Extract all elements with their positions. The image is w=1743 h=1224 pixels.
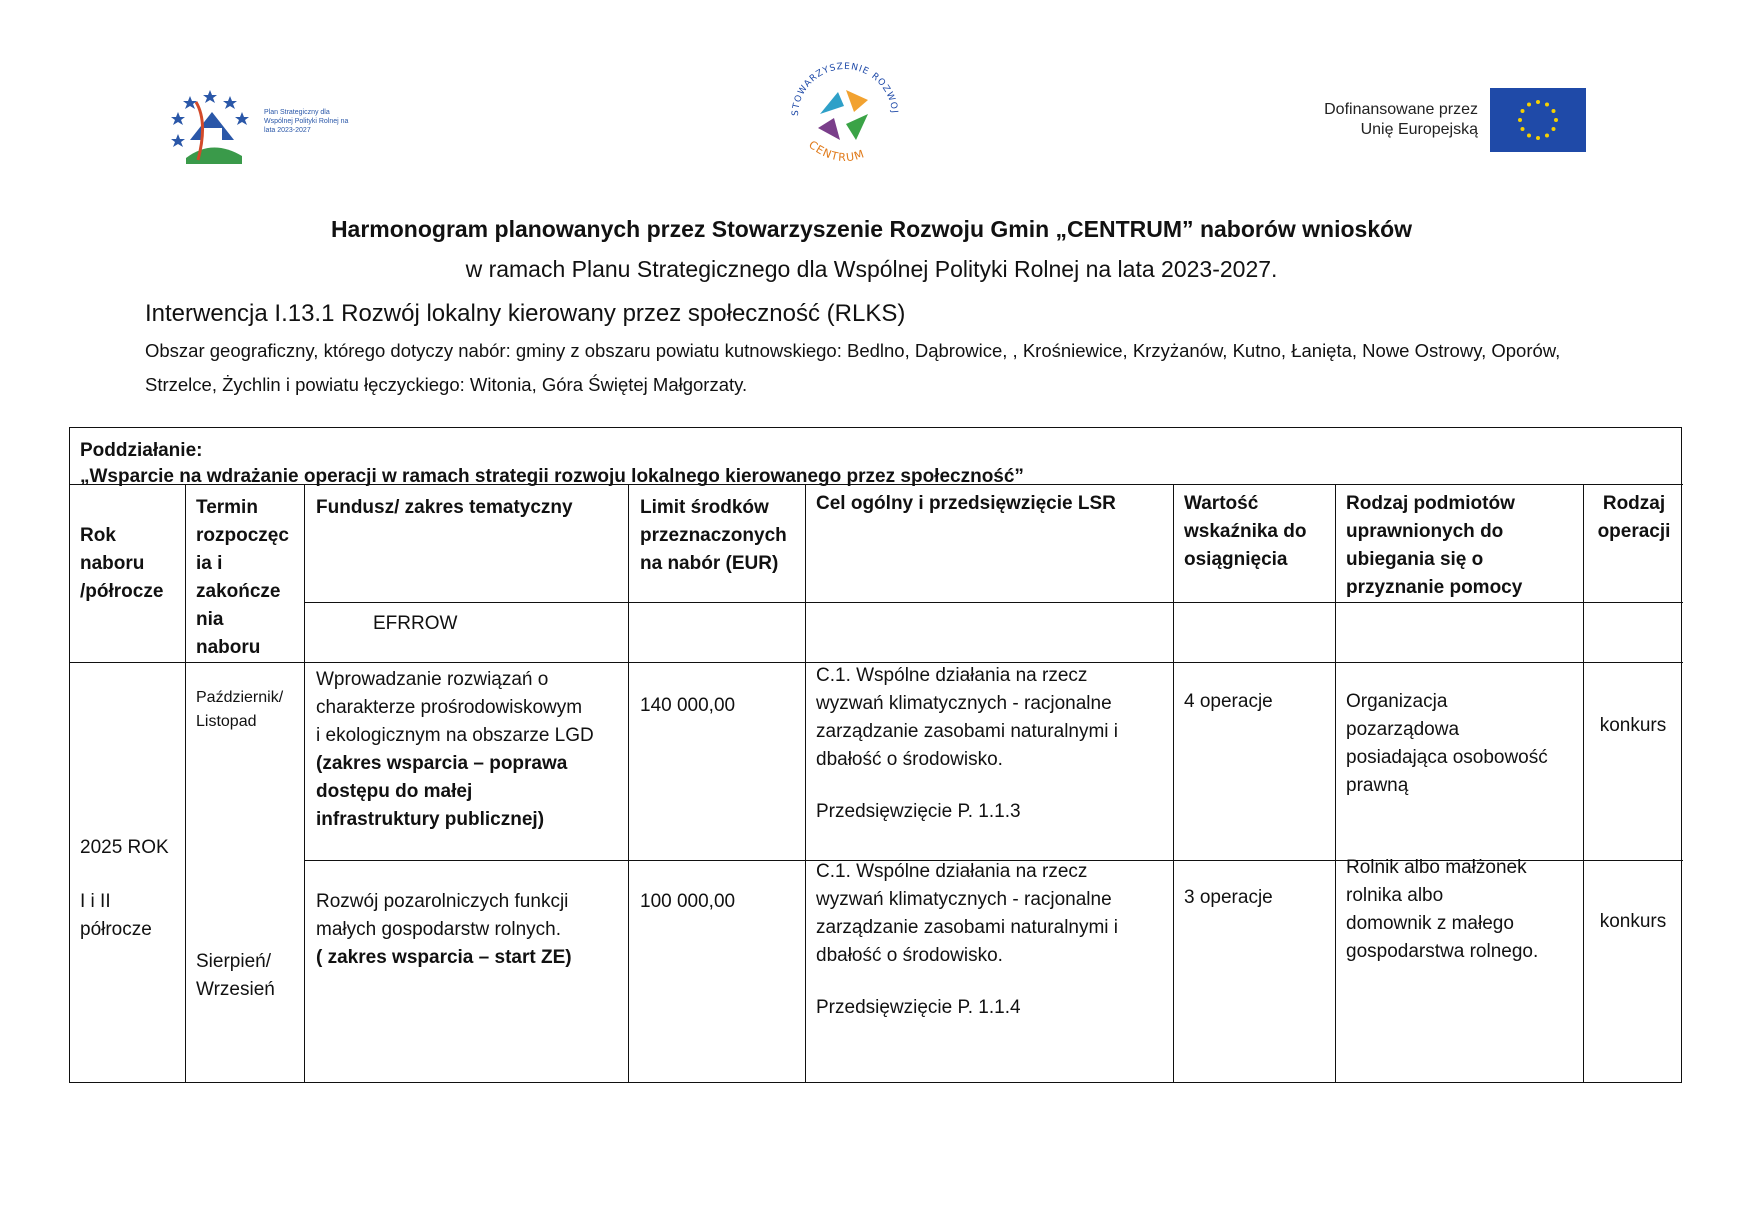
geographic-area: Obszar geograficzny, którego dotyczy nabór: gminy z obszaru powiatu kutnowskiego: Bedlno, Dąbrowice, , Krośniewice, Krzyżanów, Kutno, Łanięta, Nowe Ostrowy, Oporów, Strzelce, Żychlin i powiatu łęczyckiego: Witonia, Góra Świętej Małgorzaty. [145,340,1561,395]
psp-logo [168,82,348,172]
eu-flag [1490,88,1586,152]
row2-entities: Rolnik albo małżonek rolnika albo domownik z małego gospodarstwa rolnego. [1346,857,1539,962]
svg-text:CENTRUM: CENTRUM [806,138,867,165]
centrum-logo-icon [780,54,910,174]
row2-limit: 100 000,00 [640,891,736,912]
psp-logo-icon [168,82,258,172]
row2-indicator: 3 operacje [1184,887,1273,908]
col-divider-1 [185,484,186,1082]
row2-scope [316,888,626,972]
col-divider-6 [1335,484,1336,1082]
svg-text:STOWARZYSZENIE ROZWOJU GMIN: STOWARZYSZENIE ROZWOJ [790,61,899,117]
header-operation: Rodzaj operacji [1597,493,1671,542]
row1-project: Przedsięwzięcie P. 1.1.3 [816,801,1021,822]
col-divider-5 [1173,484,1174,1082]
subaction-label: Poddziałanie: [80,440,203,461]
header-term: Termin rozpoczęc ia i zakończe nia naboru [196,497,289,658]
document-subtitle: w ramach Planu Strategicznego dla Wspólnej Polityki Rolnej na lata 2023-2027. [465,256,1278,282]
row1-limit: 140 000,00 [640,695,736,716]
row1-scope [316,666,626,834]
row2-term: Sierpień/ Wrzesień [196,951,275,1000]
document-title: Harmonogram planowanych przez Stowarzyszenie Rozwoju Gmin „CENTRUM” naborów wniosków [330,216,1413,242]
cofinance-line2: Unię Europejską [1360,121,1478,138]
intervention-title: Interwencja I.13.1 Rozwój lokalny kierowany przez społeczność (RLKS) [145,300,906,327]
row1-operation: konkurs [1599,715,1667,736]
header-goal: Cel ogólny i przedsięwzięcie LSR [816,493,1116,514]
header-fund: Fundusz/ zakres tematyczny [316,497,573,518]
subaction-name: „Wsparcie na wdrażanie operacji w ramach strategii rozwoju lokalnego kierowanego przez społeczność” [80,466,1024,487]
eu-flag-icon [1490,88,1586,152]
subaction-block [80,438,1670,490]
header-indicator: Wartość wskaźnika do osiągnięcia [1184,493,1307,570]
col-divider-3 [628,484,629,1082]
col-divider-2 [304,484,305,1082]
row1-entities: Organizacja pozarządowa posiadająca osobowość prawną [1346,691,1548,796]
row2-scope-text: Rozwój pozarolniczych funkcji małych gospodarstw rolnych. [316,891,569,940]
cofinance-line1: Dofinansowane przez [1324,101,1478,118]
row1-indicator: 4 operacje [1184,691,1273,712]
row1-goal: C.1. Wspólne działania na rzecz wyzwań klimatycznych - racjonalne zarządzanie zasobami naturalnymi i dbałość o środowisko. [816,665,1119,770]
row2-project: Przedsięwzięcie P. 1.1.4 [816,997,1021,1018]
row1-term: Październik/ Listopad [196,689,284,730]
col-divider-7 [1583,484,1584,1082]
header-year: Rok naboru /półrocze [80,525,164,602]
year-value: 2025 ROK [80,837,169,858]
half-value: I i II półrocze [80,891,152,940]
header-entities: Rodzaj podmiotów uprawnionych do ubiegania się o przyznanie pomocy [1346,493,1523,598]
row1-scope-text: Wprowadzanie rozwiązań o charakterze prośrodowiskowym i ekologicznym na obszarze LGD [316,669,594,746]
psp-logo-caption: Plan Strategiczny dla Wspólnej Polityki Rolnej na lata 2023-2027 [264,109,349,134]
header-limit: Limit środków przeznaczonych na nabór (EUR) [640,497,787,574]
fund-separator [304,602,1683,603]
row2-scope-bold: ( zakres wsparcia – start ZE) [316,947,572,968]
centrum-logo [780,54,910,174]
row1-scope-bold: (zakres wsparcia – poprawa dostępu do małej infrastruktury publicznej) [316,753,568,830]
cofinance-text [1250,100,1478,140]
header-separator [70,484,1683,485]
fund-name: EFRROW [373,613,458,634]
schedule-table [69,427,1682,1083]
col-divider-4 [805,484,806,1082]
row2-operation: konkurs [1599,911,1667,932]
row2-goal: C.1. Wspólne działania na rzecz wyzwań klimatycznych - racjonalne zarządzanie zasobami naturalnymi i dbałość o środowisko. [816,861,1119,966]
